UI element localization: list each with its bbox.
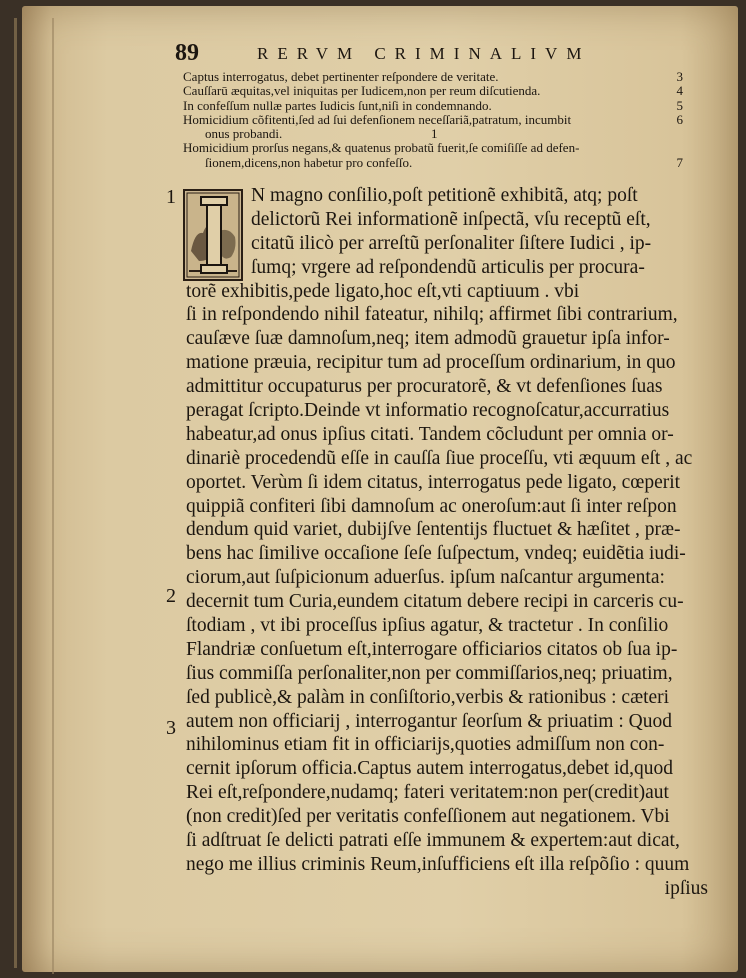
text-line: ſtodiam , vt ibi proceſſus ipſius agatur, & tractetur . In conſilio	[186, 615, 669, 637]
text-line: N magno conſilio,poſt petitionẽ exhibitã, atq; poſt	[251, 185, 638, 206]
running-title: RERVM CRIMINALIVM	[257, 44, 591, 63]
summary-text: Homicidium prorſus negans,& quatenus probatũ fuerit,ſe comiſiſſe ad defen-	[183, 140, 580, 156]
summary-text: Captus interrogatus, debet pertinenter reſpondere de veritate.	[183, 69, 499, 84]
margin-number: 1	[166, 186, 176, 208]
text-line: ciorum,aut ſuſpicionum aduerſus. ipſum naſcantur argumenta:	[186, 567, 665, 589]
text-line: autem non officiarij , interrogantur ſeorſum & priuatim : Quod	[186, 710, 672, 732]
text-line: dendum quid variet, dubijſve ſententijs fluctuet & hæſitet , præ-	[186, 519, 681, 541]
summary-number: 6	[676, 111, 683, 127]
summary-list	[183, 70, 683, 170]
text-line: dinariè procedendũ eſſe in cauſſa ſiue proceſſu, vti æquum eſt , ac	[186, 447, 693, 469]
body-text	[186, 184, 714, 901]
page-edge	[14, 18, 17, 968]
summary-number: 4	[676, 83, 683, 99]
running-header	[175, 40, 685, 66]
summary-number: 7	[676, 154, 683, 170]
text-line: ſumq; vrgere ad reſpondendũ articulis per procura-	[251, 256, 645, 278]
summary-line	[183, 84, 683, 98]
summary-number: 1	[431, 126, 438, 142]
margin-number: 2	[166, 585, 176, 607]
summary-text: In confeſſum nullæ partes Iudicis ſunt,niſi in condemnando.	[183, 97, 492, 113]
text-line: citatũ ilicò per arreſtũ perſonaliter ſiſtere Iudici , ip-	[251, 232, 652, 254]
text-line: admittitur occupaturus per procuratorẽ, & vt defenſiones ſuas	[186, 376, 663, 398]
text-line: habeatur,ad onus ipſius citati. Tandem cõcludunt per omnia or-	[186, 423, 674, 445]
text-line: matione præuia, recipitur tum ad proceſſum ordinarium, in quo	[186, 352, 676, 374]
text-line: peragat ſcripto.Deinde vt informatio recognoſcatur,accurratius	[186, 400, 670, 422]
text-line: bens hac ſimilive occaſione ſeſe ſuſpectum, vndeq; euidẽtia iudi-	[186, 543, 686, 565]
margin-number: 3	[166, 717, 176, 739]
summary-text: onus probandi.	[205, 126, 283, 142]
text-line: cernit ipſorum officia.Captus autem interrogatus,debet id,quod	[186, 758, 674, 780]
text-line: ſed publicè,& palàm in conſiſtorio,verbis & rationibus : cæteri	[186, 686, 670, 708]
text-line: Rei eſt,reſpondere,nudamq; fateri veritatem:non per(credit)aut	[186, 782, 669, 804]
text-line: quippiã confiteri ſibi damnoſum ac oneroſum:aut ſi inter reſpon	[186, 495, 677, 517]
summary-text: Cauſſarū æquitas,vel iniquitas per Iudicem,non per reum diſcutienda.	[183, 83, 541, 99]
summary-text: ſionem,dicens,non habetur pro confeſſo.	[205, 154, 413, 170]
page-number: 89	[175, 40, 199, 66]
text-line: torẽ exhibitis,pede ligato,hoc eſt,vti captiuum . vbi	[186, 280, 580, 302]
text-line: nihilominus etiam fit in officiarijs,quoties admiſſum non con-	[186, 734, 665, 756]
text-line: ſi adſtruat ſe delicti patrati eſſe immunem & expertem:aut dicat,	[186, 830, 680, 852]
summary-number: 5	[676, 97, 683, 113]
summary-number: 3	[676, 69, 683, 84]
summary-line	[183, 99, 683, 113]
summary-line	[183, 156, 683, 170]
summary-line	[183, 141, 683, 155]
gutter-shadow	[52, 18, 54, 974]
text-line: ſi in reſpondendo nihil fateatur, nihilq; affirmet ſibi contrarium,	[186, 304, 678, 326]
summary-line	[183, 113, 683, 127]
text-line: nego me illius criminis Reum,inſufficiens eſt illa reſpõſio : quum	[186, 853, 690, 875]
summary-text: Homicidium cõfitenti,ſed ad ſui defenſionem neceſſariã,patratum, incumbit	[183, 111, 572, 127]
text-line: Flandriæ conſuetum eſt,interrogare officiarios citatos ob ſua ip-	[186, 638, 678, 660]
summary-line	[183, 70, 683, 84]
text-line: delictorũ Rei informationẽ inſpectã, vſu receptũ eſt,	[251, 208, 651, 230]
text-line: (non credit)ſed per veritatis confeſſionem aut negationem. Vbi	[186, 806, 670, 828]
text-line: oportet. Verùm ſi idem citatus, interrogatus pede ligato, cœperit	[186, 471, 681, 493]
text-line: cauſæve ſuæ damnoſum,neq; item admodũ grauetur ipſa infor-	[186, 328, 670, 350]
text-line: decernit tum Curia,eundem citatum debere recipi in carceris cu-	[186, 591, 684, 613]
summary-line	[183, 127, 683, 141]
catchword: ipſius	[664, 877, 708, 899]
text-line: ſius commiſſa perſonaliter,non per commiſſarios,neq; priuatim,	[186, 662, 673, 684]
